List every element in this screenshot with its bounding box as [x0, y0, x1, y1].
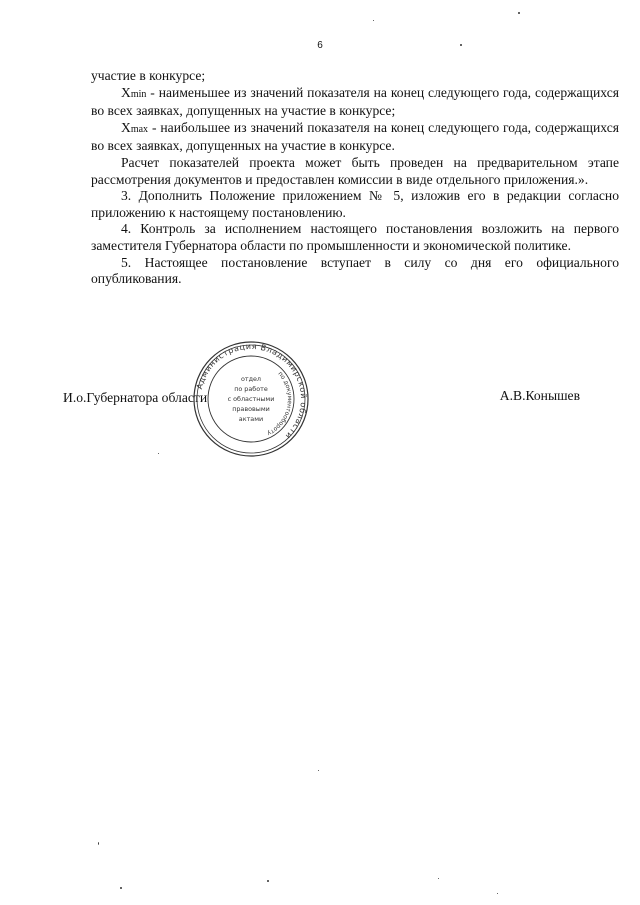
scan-speck [318, 770, 319, 771]
stamp-line-4: правовыми [232, 405, 270, 413]
document-body [91, 68, 619, 288]
page-number: 6 [317, 40, 323, 51]
xmin-subscript: min [130, 88, 147, 100]
scan-speck [267, 880, 269, 882]
scan-speck [460, 44, 462, 46]
xmin-definition: - наименьшее из значений показателя на конец следующего года, содержащихся во всех заявках, допущенных на участие в конкурсе; [91, 84, 619, 119]
stamp-line-5: актами [238, 415, 264, 423]
stamp-outer-text: Администрация Владимирской области [195, 341, 309, 441]
paragraph-xmax [91, 120, 619, 155]
paragraph-1: участие в конкурсе; [91, 68, 206, 83]
scan-speck [373, 20, 374, 21]
paragraph-calculation: Расчет показателей проекта может быть проведен на предварительном этапе рассмотрения документов и предоставлен комиссии в виде отдельного приложения.». [91, 154, 619, 187]
paragraph-item-4: 4. Контроль за исполнением настоящего постановления возложить на первого заместителя Губернатора области по промышленности и экономической политике. [91, 221, 619, 253]
paragraph-xmin [91, 85, 619, 120]
stamp-line-2: по работе [234, 385, 268, 393]
paragraph-item-5: 5. Настоящее постановление вступает в силу со дня его официального опубликования. [91, 254, 619, 287]
scan-speck [497, 893, 498, 894]
scan-speck [98, 842, 99, 845]
official-stamp [191, 339, 311, 459]
scan-speck [518, 12, 520, 14]
xmax-subscript: max [130, 123, 149, 135]
paragraph-item-3: 3. Дополнить Положение приложением № 5, изложив его в редакции согласно приложению к настоящему постановлению. [91, 188, 619, 220]
xmax-definition: - наибольшее из значений показателя на конец следующего года, содержащихся во всех заявках, допущенных на участие в конкурсе. [91, 119, 619, 154]
scan-speck [158, 453, 159, 454]
xmin-symbol: X [121, 84, 131, 100]
stamp-inner-text: по документообороту [265, 370, 294, 437]
scan-speck [120, 887, 122, 889]
svg-text:по документообороту [266, 370, 293, 437]
scan-speck [438, 878, 439, 879]
signature-name: А.В.Конышев [499, 388, 580, 403]
stamp-line-3: с областными [227, 395, 275, 403]
signature-position: И.о.Губернатора области [63, 390, 208, 405]
stamp-line-1: отдел [240, 375, 262, 383]
xmax-symbol: X [121, 119, 131, 135]
